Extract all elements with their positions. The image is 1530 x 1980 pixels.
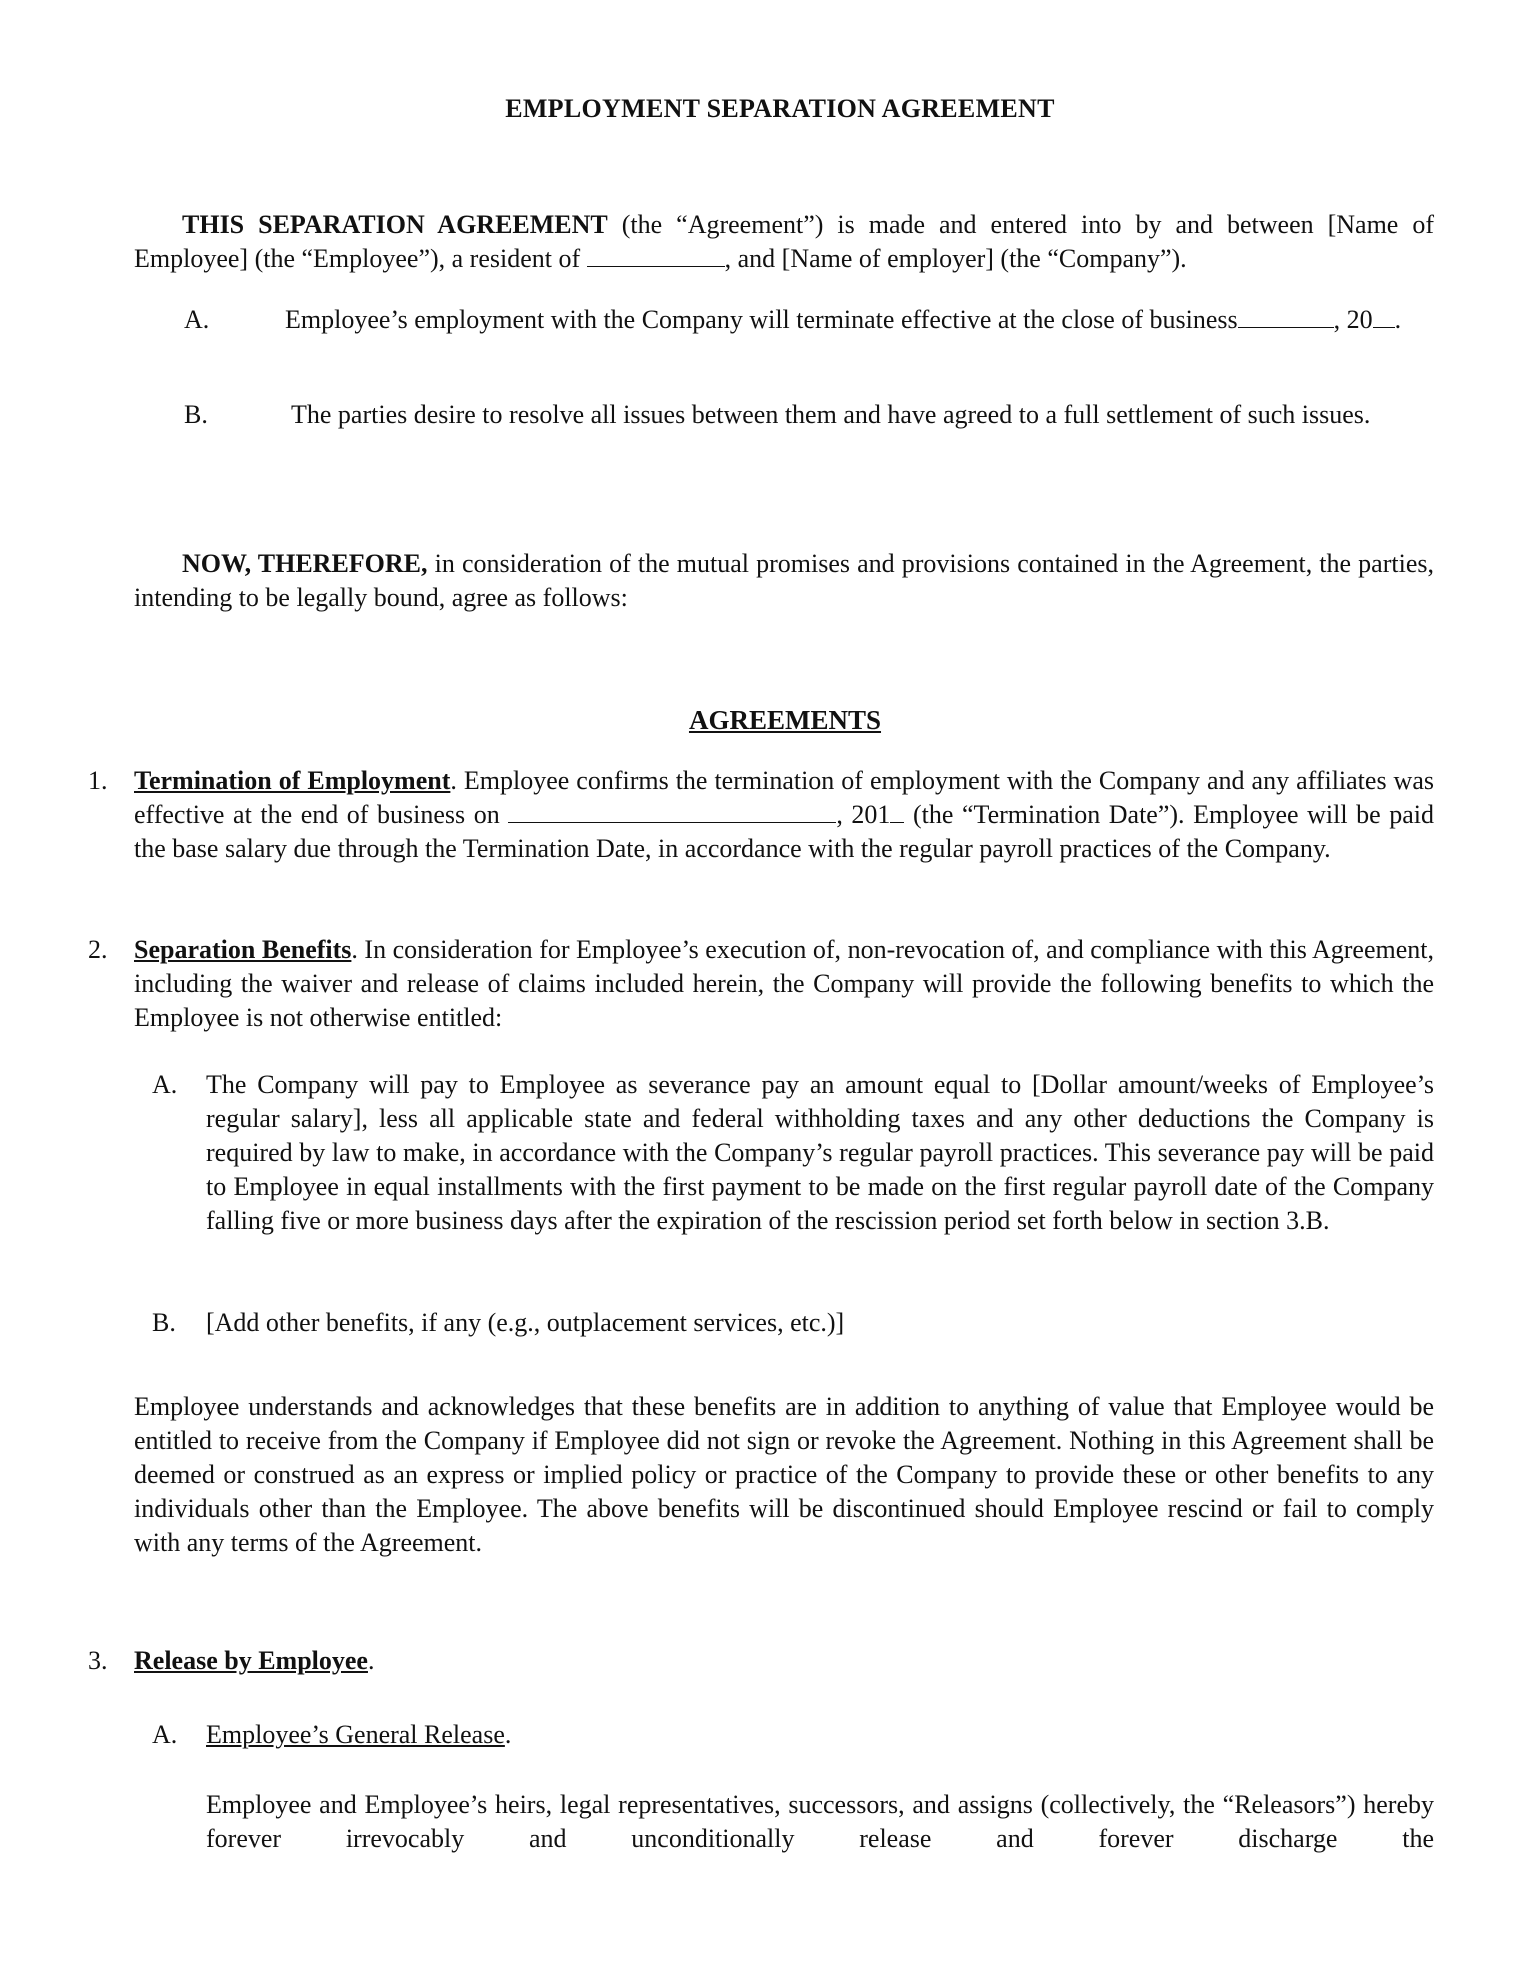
section-2-item-b-letter: B. bbox=[152, 1308, 176, 1337]
section-2-text: . In consideration for Employee’s execution of, non-revocation of, and compliance with this Agreement, including the waiver and release of claims included herein, the Company will provide the following benefits to which the Employee is not otherwise entitled: bbox=[134, 935, 1434, 1032]
document-title: EMPLOYMENT SEPARATION AGREEMENT bbox=[505, 94, 1055, 123]
intro-text-2: , and [Name of employer] (the “Company”). bbox=[724, 244, 1187, 273]
section-3-sub-a-heading-suffix: . bbox=[504, 1720, 512, 1749]
recital-b-text: The parties desire to resolve all issues between them and have agreed to a full settlement of such issues. bbox=[291, 400, 1371, 429]
section-1-paragraph bbox=[134, 764, 1434, 866]
section-1-text-2: , 201 bbox=[836, 800, 891, 829]
recital-a-text-2: , 20 bbox=[1333, 305, 1373, 334]
intro-lead: THIS SEPARATION AGREEMENT bbox=[182, 210, 608, 239]
section-2-paragraph bbox=[134, 933, 1434, 1035]
recital-a-text-1: Employee’s employment with the Company will terminate effective at the close of business bbox=[285, 305, 1238, 334]
section-3-heading-suffix: . bbox=[367, 1646, 375, 1675]
termination-date-blank bbox=[1238, 305, 1334, 328]
section-3-number: 3. bbox=[88, 1646, 108, 1675]
recital-b-letter: B. bbox=[184, 400, 208, 429]
section-3-heading-line bbox=[134, 1644, 374, 1678]
section-2-item-a-letter: A. bbox=[152, 1070, 178, 1099]
now-therefore-text: in consideration of the mutual promises and provisions contained in the Agreement, the parties, intending to be legally bound, agree as follows: bbox=[134, 549, 1434, 612]
year-digit-blank bbox=[890, 800, 904, 823]
recital-a-text-3: . bbox=[1394, 305, 1402, 334]
recital-a-text bbox=[285, 303, 1433, 337]
section-2-item-b-text: [Add other benefits, if any (e.g., outplacement services, etc.)] bbox=[206, 1308, 845, 1337]
section-2-heading: Separation Benefits bbox=[134, 935, 352, 964]
year-blank bbox=[1373, 305, 1395, 328]
end-of-business-blank bbox=[508, 800, 836, 823]
section-3-sub-a-heading: Employee’s General Release bbox=[206, 1720, 505, 1749]
section-1-heading: Termination of Employment bbox=[134, 766, 451, 795]
section-3-sub-a-heading-line bbox=[206, 1718, 511, 1752]
agreements-heading: AGREEMENTS bbox=[688, 705, 882, 735]
section-3-sub-a-letter: A. bbox=[152, 1720, 178, 1749]
now-therefore-lead: NOW, THEREFORE, bbox=[182, 549, 428, 578]
section-1-text-3: (the “Termination Date”). Employee will be paid the base salary due through the Termination Date, in accordance with the regular payroll practices of the Company. bbox=[134, 800, 1434, 863]
section-1-number: 1. bbox=[88, 766, 108, 795]
now-therefore-paragraph bbox=[134, 547, 1434, 615]
section-2-item-a-text: The Company will pay to Employee as severance pay an amount equal to [Dollar amount/weeks of Employee’s regular salary], less all applicable state and federal withholding taxes and any other deductions the Company is required by law to make, in accordance with the Company’s regular payroll practices. This severance pay will be paid to Employee in equal installments with the first payment to be made on the first regular payroll date of the Company falling five or more business days after the expiration of the rescission period set forth below in section 3.B. bbox=[206, 1070, 1434, 1235]
section-3-heading: Release by Employee bbox=[134, 1646, 368, 1675]
section-2-number: 2. bbox=[88, 935, 108, 964]
recital-a-letter: A. bbox=[184, 305, 210, 334]
section-1-text-1: . Employee confirms the termination of employment with the Company and any affiliates was effective at the end of business on bbox=[134, 766, 1434, 829]
section-3-sub-a-text: Employee and Employee’s heirs, legal representatives, successors, and assigns (collectively, the “Releasors”) hereby forever irrevocably and unconditionally release and forever discharge the bbox=[206, 1790, 1434, 1853]
section-2-closing-paragraph: Employee understands and acknowledges that these benefits are in addition to anything of value that Employee would be entitled to receive from the Company if Employee did not sign or revoke the Agreement. Nothing in this Agreement shall be deemed or construed as an express or implied policy or practice of the Company to provide these or other benefits to any individuals other than the Employee. The above benefits will be discontinued should Employee rescind or fail to comply with any terms of the Agreement. bbox=[134, 1392, 1434, 1557]
residence-blank bbox=[587, 244, 725, 267]
intro-paragraph bbox=[134, 208, 1434, 276]
intro-text-1: (the “Agreement”) is made and entered into by and between [Name of Employee] (the “Employee”), a resident of bbox=[134, 210, 1434, 273]
